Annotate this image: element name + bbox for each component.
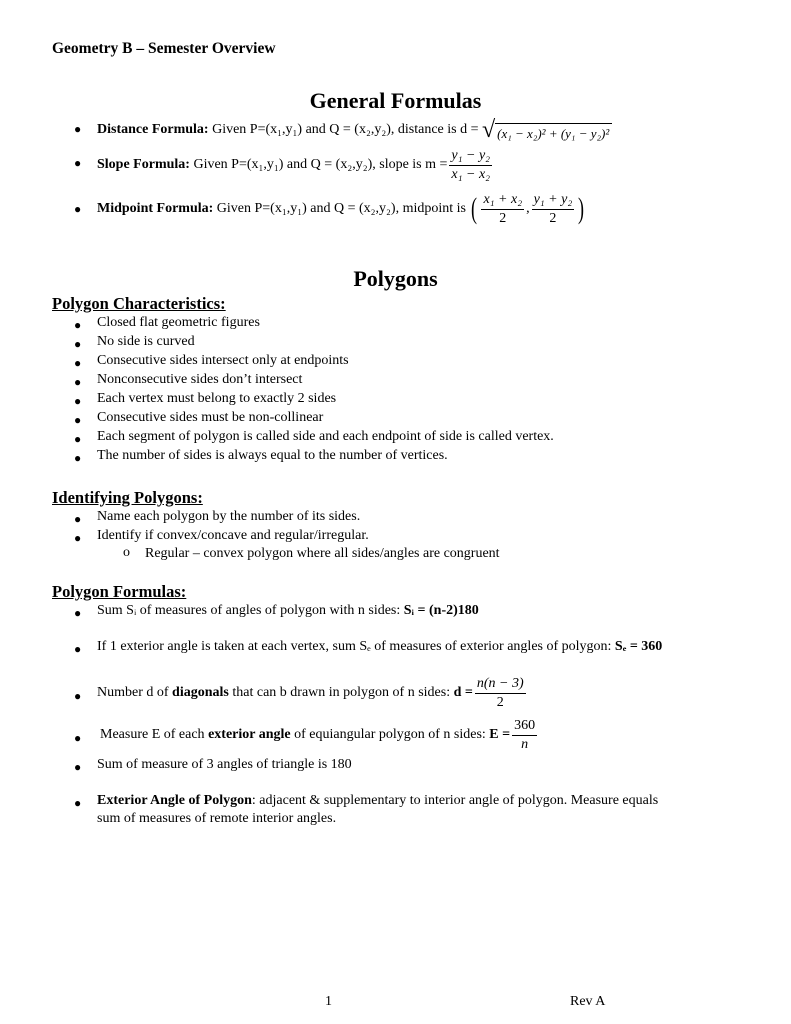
sum-exterior-formula: Sₑ = 360 bbox=[614, 639, 663, 654]
exterior-angle-text-post: of equiangular polygon of n sides: bbox=[294, 727, 486, 742]
slope-denominator: x₁ − x₂ bbox=[451, 166, 491, 182]
midpoint-x-denominator: 2 bbox=[499, 210, 507, 226]
formulas-heading: Polygon Formulas: bbox=[52, 582, 187, 601]
page-number: 1 bbox=[325, 994, 332, 1009]
list-item: Consecutive sides must be non-collinear bbox=[97, 410, 324, 425]
diagonals-bold: diagonals bbox=[172, 685, 229, 700]
diagonals-text-pre: Number d of bbox=[97, 685, 169, 700]
list-item: Consecutive sides intersect only at endpoints bbox=[97, 353, 349, 368]
exterior-angle-item bbox=[100, 714, 539, 756]
sum-exterior-item bbox=[97, 639, 662, 655]
exterior-angle-text-pre: Measure E of each bbox=[100, 727, 205, 742]
exterior-def-line2: sum of measures of remote interior angles. bbox=[97, 811, 337, 826]
midpoint-y-numerator: y₁ + y₂ bbox=[532, 192, 575, 209]
slope-label: Slope Formula: bbox=[97, 157, 190, 172]
distance-label: Distance Formula: bbox=[97, 122, 209, 137]
identifying-heading: Identifying Polygons: bbox=[52, 488, 203, 507]
slope-text: Given P=(x₁,y₁) and Q = (x₂,y₂), slope is m = bbox=[193, 157, 448, 172]
document-title: Geometry B – Semester Overview bbox=[52, 40, 276, 57]
diagonals-label: d = bbox=[453, 685, 473, 700]
list-item: Each segment of polygon is called side and each endpoint of side is called vertex. bbox=[97, 429, 554, 444]
sub-bullet: o bbox=[123, 545, 130, 560]
midpoint-y-fraction bbox=[532, 192, 575, 226]
diagonals-item bbox=[97, 672, 528, 714]
exterior-def-line1: : adjacent & supplementary to interior angle of polygon. Measure equals bbox=[251, 793, 659, 808]
list-item: Identify if convex/concave and regular/irregular. bbox=[97, 528, 369, 543]
sum-interior-item bbox=[97, 603, 479, 619]
distance-text: Given P=(x₁,y₁) and Q = (x₂,y₂), distance is d = bbox=[212, 122, 479, 137]
midpoint-label: Midpoint Formula: bbox=[97, 201, 214, 216]
diagonals-fraction bbox=[475, 676, 526, 710]
sum-interior-text: Sum Sᵢ of measures of angles of polygon with n sides: bbox=[97, 603, 401, 618]
left-paren-icon: ( bbox=[471, 192, 478, 225]
polygons-heading: Polygons bbox=[353, 266, 438, 291]
list-item: Each vertex must belong to exactly 2 sides bbox=[97, 391, 337, 406]
revision-label: Rev A bbox=[570, 994, 606, 1009]
bullet: ● bbox=[74, 202, 82, 216]
characteristics-heading: Polygon Characteristics: bbox=[52, 294, 226, 313]
diagonals-numerator: n(n − 3) bbox=[475, 676, 526, 693]
distance-radicand: (x₁ − x₂)² + (y₁ − y₂)² bbox=[495, 123, 612, 142]
slope-numerator: y₁ − y₂ bbox=[449, 148, 492, 165]
diagonals-text-post: that can b drawn in polygon of n sides: bbox=[232, 685, 451, 700]
triangle-item: Sum of measure of 3 angles of triangle is 180 bbox=[97, 757, 352, 772]
bullet: ● bbox=[74, 156, 82, 170]
sub-list-item: Regular – convex polygon where all sides/angles are congruent bbox=[145, 546, 500, 561]
slope-fraction bbox=[449, 148, 492, 182]
exterior-angle-label: E = bbox=[489, 727, 511, 742]
list-item: No side is curved bbox=[97, 334, 195, 349]
exterior-def-item bbox=[97, 793, 658, 809]
midpoint-text: Given P=(x₁,y₁) and Q = (x₂,y₂), midpoint is bbox=[216, 201, 466, 216]
general-formulas-heading: General Formulas bbox=[309, 88, 482, 113]
sum-exterior-text: If 1 exterior angle is taken at each vertex, sum Sₑ of measures of exterior angles of polygon: bbox=[97, 639, 612, 654]
sqrt-icon: √ bbox=[481, 117, 496, 143]
exterior-angle-numerator: 360 bbox=[512, 718, 537, 735]
list-item: Nonconsecutive sides don’t intersect bbox=[97, 372, 303, 387]
list-item: Closed flat geometric figures bbox=[97, 315, 260, 330]
exterior-angle-bold: exterior angle bbox=[208, 727, 291, 742]
exterior-angle-denominator: n bbox=[521, 736, 529, 752]
diagonals-denominator: 2 bbox=[496, 694, 504, 710]
sum-interior-formula: Sᵢ = (n-2)180 bbox=[403, 603, 479, 618]
midpoint-y-denominator: 2 bbox=[549, 210, 557, 226]
exterior-angle-fraction bbox=[512, 718, 537, 752]
list-item: The number of sides is always equal to the number of vertices. bbox=[97, 448, 448, 463]
distance-sqrt bbox=[482, 118, 612, 142]
list-item: Name each polygon by the number of its sides. bbox=[97, 509, 361, 524]
midpoint-x-numerator: x₁ + x₂ bbox=[481, 192, 524, 209]
midpoint-x-fraction bbox=[481, 192, 524, 226]
right-paren-icon: ) bbox=[578, 192, 585, 225]
exterior-def-bold: Exterior Angle of Polygon bbox=[97, 793, 252, 808]
bullet: ● bbox=[74, 122, 82, 136]
